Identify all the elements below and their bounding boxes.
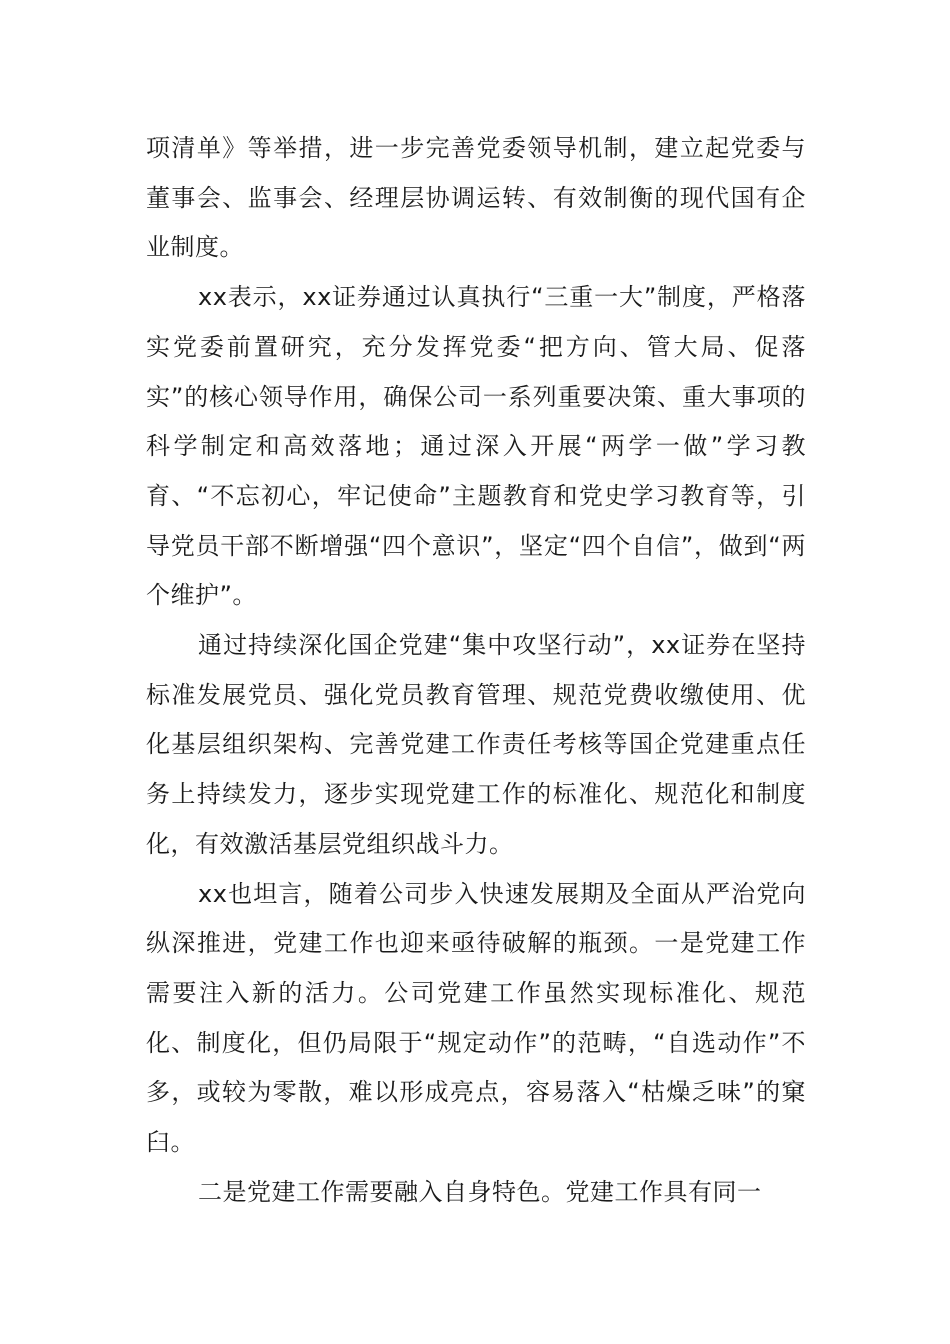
paragraph-2: xx表示，xx证券通过认真执行“三重一大”制度，严格落实党委前置研究，充分发挥党委“把方向、管大局、促落实”的核心领导作用，确保公司一系列重要决策、重大事项的科学制定和高效落地；通过深入开展“两学一做”学习教育、“不忘初心，牢记使命”主题教育和党史学习教育等，引导党员干部不断增强“四个意识”，坚定“四个自信”，做到“两个维护”。 [146,283,806,610]
document-body [146,124,806,1217]
paragraph-1: 项清单》等举措，进一步完善党委领导机制，建立起党委与董事会、监事会、经理层协调运转、有效制衡的现代国有企业制度。 [146,134,806,262]
paragraph-5: 二是党建工作需要融入自身特色。党建工作具有同一 [198,1177,762,1206]
paragraph-3: 通过持续深化国企党建“集中攻坚行动”，xx证券在坚持标准发展党员、强化党员教育管理、规范党费收缴使用、优化基层组织架构、完善党建工作责任考核等国企党建重点任务上持续发力，逐步实现党建工作的标准化、规范化和制度化，有效激活基层党组织战斗力。 [146,631,806,858]
paragraph-4: xx也坦言，随着公司步入快速发展期及全面从严治党向纵深推进，党建工作也迎来亟待破解的瓶颈。一是党建工作需要注入新的活力。公司党建工作虽然实现标准化、规范化、制度化，但仍局限于“规定动作”的范畴，“自选动作”不多，或较为零散，难以形成亮点，容易落入“枯燥乏味”的窠臼。 [146,879,806,1157]
